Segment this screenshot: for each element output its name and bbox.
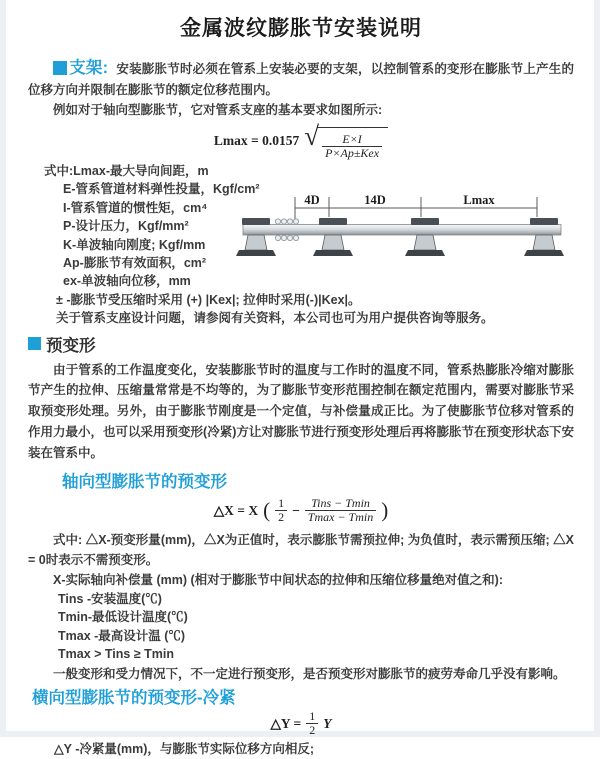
definition-line: ex-单波轴向位移，mm xyxy=(63,274,191,289)
definition-line: I-管系管道的惯性矩，cm⁴ xyxy=(63,200,208,215)
dimension-lines xyxy=(295,197,537,221)
minus-operator: − xyxy=(292,502,300,518)
preform-body-paragraph: 由于管系的工作温度变化，安装膨胀节时的温度与工作时的温度不同，管系热膨胀冷缩对膨胀节产生的拉伸、压缩量常常是不均等的，为了膨胀节变形范围控制在额定范围内，需要对膨胀节采取预变形处理。另外，由于膨胀节刚度是一个定值，与补偿量成正比。为了使膨胀节位移对管系的作用力最小，也可以采用预变形(冷紧)方让对膨胀节进行预变形处理后再将膨胀节在预变形状态下安装在管系中。 xyxy=(28,362,574,460)
close-paren: ) xyxy=(381,498,389,523)
temperature-term: Tmax > Tins ≥ Tmin xyxy=(58,647,175,662)
half-fraction xyxy=(275,497,287,524)
dim-label-lmax: Lmax xyxy=(463,193,495,207)
definitions-and-diagram xyxy=(28,162,574,328)
pipe xyxy=(243,225,561,236)
lmax-fraction-denominator: P×Ap±Kex xyxy=(322,146,382,160)
definition-line: K-单波轴向刚度; Kgf/mm xyxy=(63,237,206,252)
fraction-denominator: 2 xyxy=(306,723,318,737)
temperature-term: Tmin-最低设计温度(℃) xyxy=(58,610,188,625)
pipe-support xyxy=(405,218,445,256)
fraction-numerator: 1 xyxy=(278,496,285,511)
sqrt-body xyxy=(317,127,388,160)
preform-section-heading xyxy=(28,332,574,356)
support-intro-text: 安装膨胀节时必须在管系上安装必要的支架，以控制管系的变形在膨胀节上产生的位移方向并限制在膨胀节的额定位移范围内。 xyxy=(28,62,574,97)
lateral-preform-heading: 横向型膨胀节的预变形-冷紧 xyxy=(32,688,236,707)
lateral-formula-rhs: Y xyxy=(323,715,332,731)
pipe-support xyxy=(524,218,564,256)
lateral-note-line: △Y -冷紧量(mm)，与膨胀节实际位移方向相反; xyxy=(54,741,315,756)
sqrt-expression xyxy=(304,122,388,160)
pipe-support xyxy=(236,218,276,256)
dim-label-4d: 4D xyxy=(304,193,320,207)
half-fraction xyxy=(306,710,318,737)
support-section-heading: 支架: xyxy=(69,59,109,77)
lmax-formula-lhs: Lmax = 0.0157 xyxy=(213,133,300,148)
definition-line: 式中:Lmax-最大导向间距，m xyxy=(44,164,209,178)
preform-heading-text: 预变形 xyxy=(46,336,96,355)
x-definition-line: X-实际轴向补偿量 (mm) (相对于膨胀节中间状态的拉伸和压缩位移量绝对值之和): xyxy=(53,572,503,587)
dim-label-14d: 14D xyxy=(364,193,386,207)
consulting-note-line: 关于管系支座设计问题，请参阅有关资料，本公司也可为用户提供咨询等服务。 xyxy=(56,311,494,326)
lmax-fraction-numerator: E×I xyxy=(342,132,362,146)
axial-formula-note: 式中: △X-预变形量(mm)，△X为正值时，表示膨胀节需预拉伸; 为负值时，表示需预压缩; △X = 0时表示不需预变形。 xyxy=(28,532,574,567)
support-section-lead xyxy=(28,58,574,100)
temperature-term: Tmax -最高设计温 (℃) xyxy=(58,628,186,643)
temperature-term: Tins -安装温度(℃) xyxy=(58,591,162,606)
support-example-line: 例如对于轴向型膨胀节，它对管系支座的基本要求如图所示: xyxy=(53,103,383,117)
fraction-denominator: 2 xyxy=(275,510,287,524)
fraction-denominator: Tmax − Tmin xyxy=(305,510,376,524)
support-spacing-diagram xyxy=(241,188,566,268)
temperature-fraction xyxy=(305,497,376,524)
lmax-formula xyxy=(28,121,574,160)
definition-line: P-设计压力，Kgf/mm² xyxy=(63,219,189,234)
lmax-fraction xyxy=(322,133,382,160)
page-title: 金属波纹膨胀节安装说明 xyxy=(180,17,422,40)
axial-preform-formula xyxy=(28,496,574,526)
fraction-numerator: Tins − Tmin xyxy=(311,496,370,511)
section-bullet-square-icon xyxy=(28,337,41,350)
open-paren: ( xyxy=(263,498,271,523)
axial-formula-lhs: △X = X xyxy=(213,502,259,518)
section-bullet-square-icon xyxy=(53,61,67,75)
sqrt-radical-icon: √ xyxy=(304,121,320,151)
lateral-preform-formula xyxy=(28,709,574,738)
definition-line: ± -膨胀节受压缩时采用 (+) |Kex|; 拉伸时采用(-)|Kex|。 xyxy=(56,292,361,307)
pipe-support xyxy=(313,218,353,256)
definition-line: Ap-膨胀节有效面积，cm² xyxy=(63,256,207,271)
fraction-numerator: 1 xyxy=(309,709,316,724)
axial-closing-line: 一般变形和受力情况下，不一定进行预变形，是否预变形对膨胀节的疲劳寿命几乎没有影响。 xyxy=(53,666,566,681)
page-content xyxy=(6,0,594,759)
definition-line: E-管系管道材料弹性投量，Kgf/cm² xyxy=(63,182,260,197)
axial-preform-heading: 轴向型膨胀节的预变形 xyxy=(62,472,227,491)
lateral-formula-lhs: △Y = xyxy=(270,715,302,731)
